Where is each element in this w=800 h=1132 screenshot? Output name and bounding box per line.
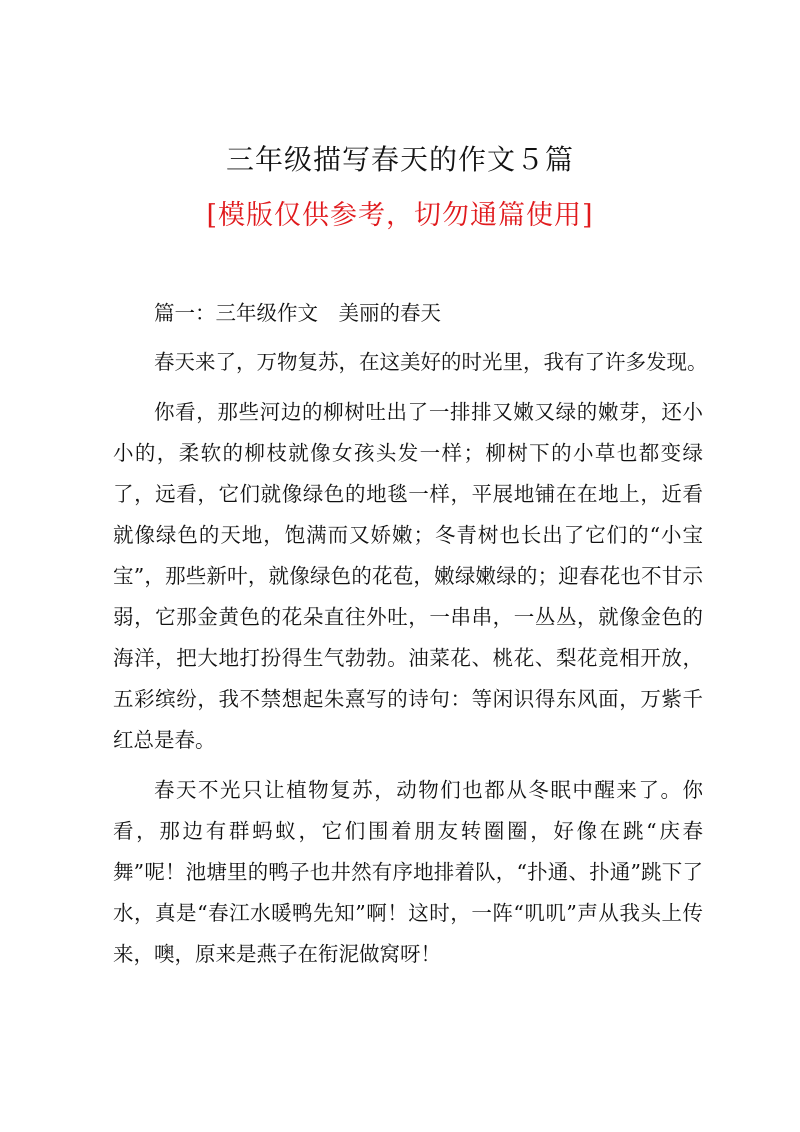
paragraph-2: 你看，那些河边的柳树吐出了一排排又嫩又绿的嫩芽，还小小的，柔软的柳枝就像女孩头发一样；柳树下的小草也都变绿了，远看，它们就像绿色的地毯一样，平展地铺在在地上，近看就像绿色的天地，饱满而又娇嫩；冬青树也长出了它们的“小宝宝”，那些新叶，就像绿色的花苞，嫩绿嫩绿的；迎春花也不甘示弱，它那金黄色的花朵直往外吐，一串串，一丛丛，就像金色的海洋，把大地打扮得生气勃勃。油菜花、桃花、梨花竞相开放，五彩缤纷，我不禁想起朱熹写的诗句：等闲识得东风面，万紫千红总是春。 <box>113 400 703 752</box>
paragraph-3: 春天不光只让植物复苏，动物们也都从冬眠中醒来了。你看，那边有群蚂蚁，它们围着朋友转圈圈，好像在跳“庆春舞”呢！池塘里的鸭子也井然有序地排着队，“扑通、扑通”跳下了水，真是“春江水暖鸭先知”啊！这时，一阵“叽叽”声从我头上传来，噢，原来是燕子在衔泥做窝呀！ <box>113 778 703 966</box>
template-notice: [模版仅供参考，切勿通篇使用] <box>206 200 594 231</box>
section-heading: 篇一：三年级作文 美丽的春天 <box>154 301 441 325</box>
paragraph-1: 春天来了，万物复苏，在这美好的时光里，我有了许多发现。 <box>154 350 708 374</box>
document-title: 三年级描写春天的作文５篇 <box>225 143 574 176</box>
document-body <box>113 293 708 984</box>
